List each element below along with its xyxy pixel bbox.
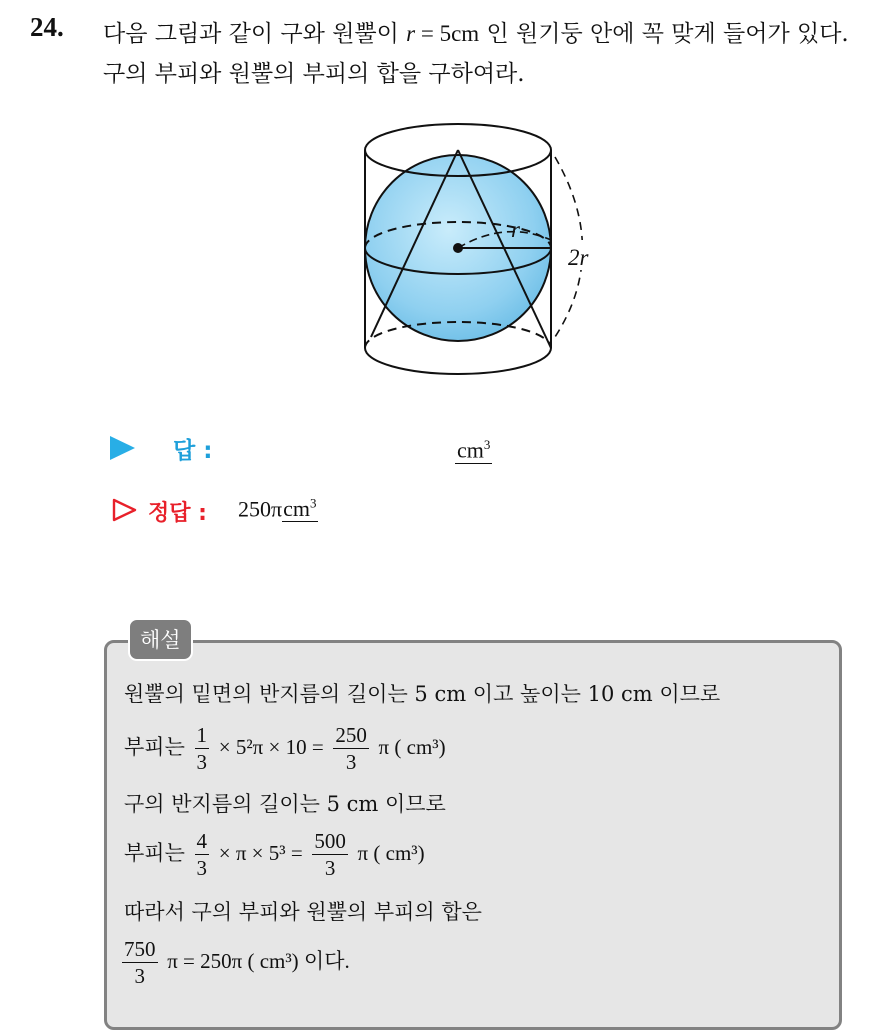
problem-text: 다음 그림과 같이 구와 원뿔이 r = 5cm 인 원기둥 안에 꼭 맞게 들어가 있다. 구의 부피와 원뿔의 부피의 합을 구하여라. [103,21,849,87]
solution-line-3: 구의 반지름의 길이는 5 cm 이므로 [124,792,446,816]
label-r: r [511,217,520,242]
problem-number: 24. [30,12,64,42]
correct-answer-row [110,492,710,528]
solution-line-2: 부피는 $\frac{1}{3}$ × 5²π × 10 = $\frac{250}{3}$ π ( cm³) [124,723,446,774]
play-icon [110,436,135,460]
correct-answer-value: 250πcm$^3$ [238,496,317,522]
cylinder-sphere-cone-figure [355,112,615,392]
solution-line-1: 원뿔의 밑면의 반지름의 길이는 5 cm 이고 높이는 10 cm 이므로 [124,682,721,706]
answer-row [110,428,610,464]
correct-answer-label: 정답 : [148,501,207,526]
outline-triangle-icon [112,498,138,522]
answer-blank[interactable]: $cm^3$ [455,432,492,464]
solution-tag: 해설 [128,618,193,661]
solution-line-6: $\frac{750}{3}$ π = 250π ( cm³) 이다. [124,937,350,988]
cylinder-bottom [365,348,551,374]
label-2r: 2r [568,245,589,270]
solution-line-4: 부피는 $\frac{4}{3}$ × π × 5³ = $\frac{500}{3}$ π ( cm³) [124,829,425,880]
answer-label: 답 : [173,438,213,464]
solution-line-5: 따라서 구의 부피와 원뿔의 부피의 합은 [124,900,482,924]
